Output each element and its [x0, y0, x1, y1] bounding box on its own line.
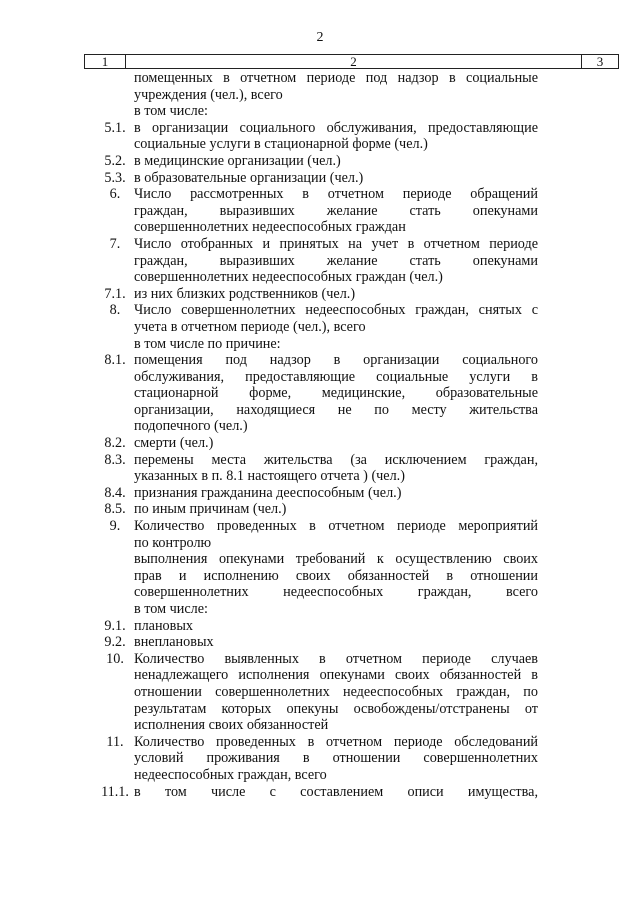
- row-number-text: 8.2.: [104, 435, 126, 452]
- row-number: [84, 518, 134, 618]
- row-text-line: результатам которых опекуны освобождены/отстранены от: [134, 700, 538, 717]
- header-col-1: 1: [85, 55, 126, 68]
- row-text-line: в организации социального обслуживания, предоставляющие: [134, 119, 538, 136]
- row-number: [84, 618, 134, 635]
- row-number-text: 8.5.: [104, 501, 126, 518]
- row-number-text: 8.1.: [104, 352, 126, 369]
- row-text-line: внеплановых: [134, 634, 214, 651]
- table-row: [84, 153, 540, 170]
- row-description: [134, 518, 538, 618]
- row-number: [84, 501, 134, 518]
- row-text-line: ненадлежащего исполнения опекунами своих обязанностей в: [134, 667, 538, 684]
- row-text-line: Число отобранных и принятых на учет в отчетном периоде: [134, 235, 538, 252]
- row-number: [84, 784, 134, 801]
- table-row: [84, 734, 540, 784]
- row-text-line: выполнения опекунами требований к осуществлению своих: [134, 551, 538, 568]
- row-number: [84, 352, 134, 435]
- row-number-text: 5.3.: [104, 169, 126, 186]
- table-row: [84, 501, 540, 518]
- row-number-text: 7.1.: [104, 285, 126, 302]
- table-row: [84, 286, 540, 303]
- row-number: [84, 634, 134, 651]
- row-text-line: социальные услуги в стационарной форме (чел.): [134, 136, 428, 153]
- row-description: [134, 452, 538, 485]
- row-number: [84, 452, 134, 485]
- table-row: [84, 485, 540, 502]
- row-number-text: 11.: [106, 733, 124, 750]
- row-number: [84, 186, 134, 236]
- row-text-line: организации, находящиеся не по месту жительства: [134, 401, 538, 418]
- row-text-line: по контролю: [134, 534, 212, 551]
- row-text-line: исполнения своих обязанностей: [134, 717, 329, 734]
- row-text-line: в том числе:: [134, 601, 208, 617]
- row-number-text: 10.: [106, 650, 124, 667]
- row-text-line: в образовательные организации (чел.): [134, 169, 364, 186]
- row-description: [134, 153, 538, 170]
- row-number: [84, 651, 134, 734]
- row-text-line: помещенных в отчетном периоде под надзор в социальные: [134, 70, 538, 86]
- row-text-line: признания гражданина дееспособным (чел.): [134, 484, 402, 501]
- header-col-2: 2: [126, 55, 582, 68]
- row-description: [134, 734, 538, 784]
- row-number-text: 9.: [109, 518, 121, 535]
- row-text-line: указанных в п. 8.1 настоящего отчета ) (чел.): [134, 468, 405, 485]
- row-text-line: смерти (чел.): [134, 435, 214, 452]
- row-number: [84, 734, 134, 784]
- table-row: [84, 236, 540, 286]
- table-row: [84, 435, 540, 452]
- row-number: [84, 485, 134, 502]
- row-text-line: Количество проведенных в отчетном периоде мероприятий: [134, 518, 538, 535]
- row-text-line: отношении совершеннолетних недееспособных граждан, по: [134, 683, 538, 700]
- row-text-line: Число совершеннолетних недееспособных граждан, снятых с: [134, 302, 538, 319]
- row-number-text: 9.2.: [104, 634, 126, 651]
- row-description: [134, 286, 538, 303]
- row-text-line: Количество проведенных в отчетном периоде обследований: [134, 733, 538, 750]
- row-number: [84, 120, 134, 153]
- row-text-line: граждан, выразивших желание стать опекунами: [134, 202, 538, 219]
- row-description: [134, 501, 538, 518]
- page-number: 2: [316, 30, 324, 45]
- row-text-line: плановых: [134, 617, 193, 634]
- header-col-3: 3: [596, 54, 604, 69]
- table-row: [84, 634, 540, 651]
- row-number-text: 8.3.: [104, 451, 126, 468]
- table-row: [84, 170, 540, 187]
- row-description: [134, 485, 538, 502]
- row-text-line: из них близких родственников (чел.): [134, 285, 356, 302]
- row-text-line: совершеннолетних недееспособных граждан, всего: [134, 584, 538, 601]
- row-text-line: учреждения (чел.), всего: [134, 86, 283, 103]
- row-text-line: в том числе:: [134, 103, 208, 120]
- row-text-line: прав и исполнению своих обязанностей в отношении: [134, 567, 538, 584]
- row-description: [134, 634, 538, 651]
- row-text-line: учета в отчетном периоде (чел.), всего: [134, 318, 366, 335]
- row-text-line: в медицинские организации (чел.): [134, 152, 341, 169]
- row-number-text: 6.: [109, 186, 121, 203]
- row-number: [84, 170, 134, 187]
- row-text-line: подопечного (чел.): [134, 418, 248, 435]
- row-text-line: в том числе с составлением описи имущества,: [134, 783, 538, 800]
- table-row: [84, 651, 540, 734]
- row-description: [134, 618, 538, 635]
- table-header-row: [84, 54, 619, 69]
- table-row: [84, 302, 540, 352]
- row-description: [134, 651, 538, 734]
- table-row: [84, 352, 540, 435]
- row-text-line: помещения под надзор в организации социального: [134, 352, 538, 369]
- report-table-body: [84, 70, 540, 800]
- table-row: [84, 70, 540, 120]
- row-number-text: 11.1.: [101, 783, 129, 800]
- row-text-line: Количество выявленных в отчетном периоде случаев: [134, 650, 538, 667]
- table-row: [84, 186, 540, 236]
- row-number-text: 8.4.: [104, 484, 126, 501]
- row-text-line: Число рассмотренных в отчетном периоде обращений: [134, 186, 538, 203]
- row-text-line: стационарной форме, медицинские, образовательные: [134, 385, 538, 402]
- row-number: [84, 70, 134, 120]
- row-text-line: совершеннолетних недееспособных граждан: [134, 219, 406, 236]
- row-text-line: перемены места жительства (за исключением граждан,: [134, 451, 538, 468]
- row-description: [134, 784, 538, 801]
- table-row: [84, 120, 540, 153]
- row-text-line: совершеннолетних недееспособных граждан (чел.): [134, 269, 443, 286]
- row-description: [134, 70, 538, 120]
- row-number: [84, 153, 134, 170]
- row-number: [84, 236, 134, 286]
- row-number-text: 8.: [109, 302, 121, 319]
- row-description: [134, 236, 538, 286]
- row-description: [134, 120, 538, 153]
- row-description: [134, 170, 538, 187]
- row-number: [84, 435, 134, 452]
- table-row: [84, 452, 540, 485]
- row-description: [134, 186, 538, 236]
- table-row: [84, 618, 540, 635]
- row-text-line: обслуживания, предоставляющие социальные услуги в: [134, 368, 538, 385]
- row-number-text: 9.1.: [104, 617, 126, 634]
- row-description: [134, 352, 538, 435]
- row-number: [84, 286, 134, 303]
- table-row: [84, 518, 540, 618]
- row-number: [84, 302, 134, 352]
- row-description: [134, 302, 538, 352]
- row-text-line: условий проживания в отношении совершеннолетних: [134, 750, 538, 767]
- row-number-text: 5.1.: [104, 119, 126, 136]
- row-number-text: 5.2.: [104, 152, 126, 169]
- row-description: [134, 435, 538, 452]
- row-number-text: 7.: [109, 235, 121, 252]
- table-row: [84, 784, 540, 801]
- row-text-line: по иным причинам (чел.): [134, 501, 287, 518]
- row-text-line: граждан, выразивших желание стать опекунами: [134, 252, 538, 269]
- row-text-line: в том числе по причине:: [134, 335, 281, 352]
- row-text-line: недееспособных граждан, всего: [134, 766, 327, 783]
